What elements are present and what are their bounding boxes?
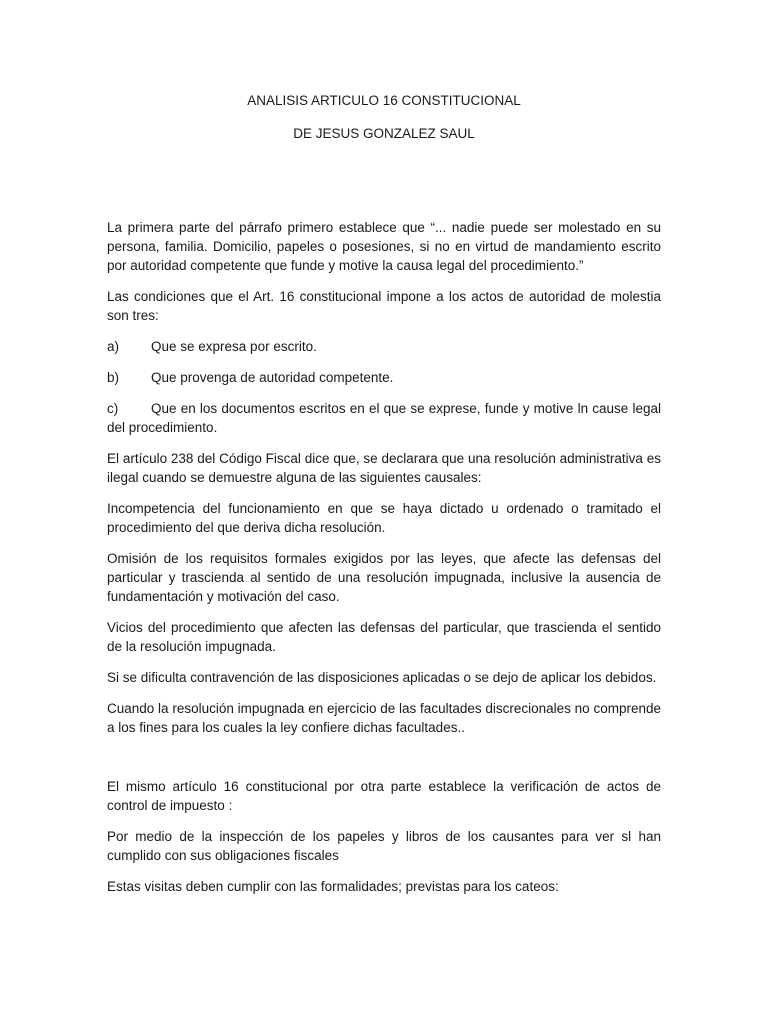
paragraph-incompetencia: Incompetencia del funcionamiento en que se haya dictado u ordenado o tramitado el procedimiento del que deriva dicha resolución. (107, 501, 661, 535)
paragraph-vicios: Vicios del procedimiento que afecten las defensas del particular, que trascienda el sentido de la resolución impugnada. (107, 620, 661, 654)
paragraph-inspeccion: Por medio de la inspección de los papeles y libros de los causantes para ver sl han cumplido con sus obligaciones fiscales (107, 829, 661, 863)
list-item-text: Que provenga de autoridad competente. (151, 370, 394, 385)
document-body (107, 218, 661, 908)
list-item-text: Que se expresa por escrito. (151, 339, 317, 354)
paragraph-verificacion: El mismo artículo 16 constitucional por otra parte establece la verificación de actos de control de impuesto : (107, 779, 661, 813)
paragraph-intro: La primera parte del párrafo primero establece que “... nadie puede ser molestado en su persona, familia. Domicilio, papeles o posesiones, si no en virtud de mandamiento escrito por autoridad competente que funde y motive la causa legal del procedimiento.” (107, 220, 661, 273)
list-marker: a) (107, 339, 120, 354)
list-item-text: Que en los documentos escritos en el que se exprese, funde y motive ln cause legal del procedimiento. (107, 401, 661, 435)
list-marker: b) (107, 370, 120, 385)
list-item-b (107, 368, 661, 387)
paragraph-conditions: Las condiciones que el Art. 16 constitucional impone a los actos de autoridad de molestia son tres: (107, 289, 661, 323)
document-title: ANALISIS ARTICULO 16 CONSTITUCIONAL (247, 93, 521, 108)
paragraph-omision: Omisión de los requisitos formales exigidos por las leyes, que afecte las defensas del particular y trascienda al sentido de una resolución impugnada, inclusive la ausencia de fundamentación y motivación del caso. (107, 551, 661, 604)
paragraph-facultades: Cuando la resolución impugnada en ejercicio de las facultades discrecionales no comprende a los fines para los cuales la ley confiere dichas facultades.. (107, 701, 661, 735)
paragraph-visitas: Estas visitas deben cumplir con las formalidades; previstas para los cateos: (107, 879, 559, 894)
paragraph-article-238: El artículo 238 del Código Fiscal dice que, se declarara que una resolución administrativa es ilegal cuando se demuestre alguna de las siguientes causales: (107, 451, 661, 485)
paragraph-contravencion: Si se dificulta contravención de las disposiciones aplicadas o se dejo de aplicar los debidos. (107, 670, 657, 685)
list-item-c (107, 399, 661, 437)
list-marker: c) (107, 401, 119, 416)
list-item-a (107, 337, 661, 356)
document-author: DE JESUS GONZALEZ SAUL (293, 126, 475, 141)
paragraph-spacer (107, 749, 661, 777)
